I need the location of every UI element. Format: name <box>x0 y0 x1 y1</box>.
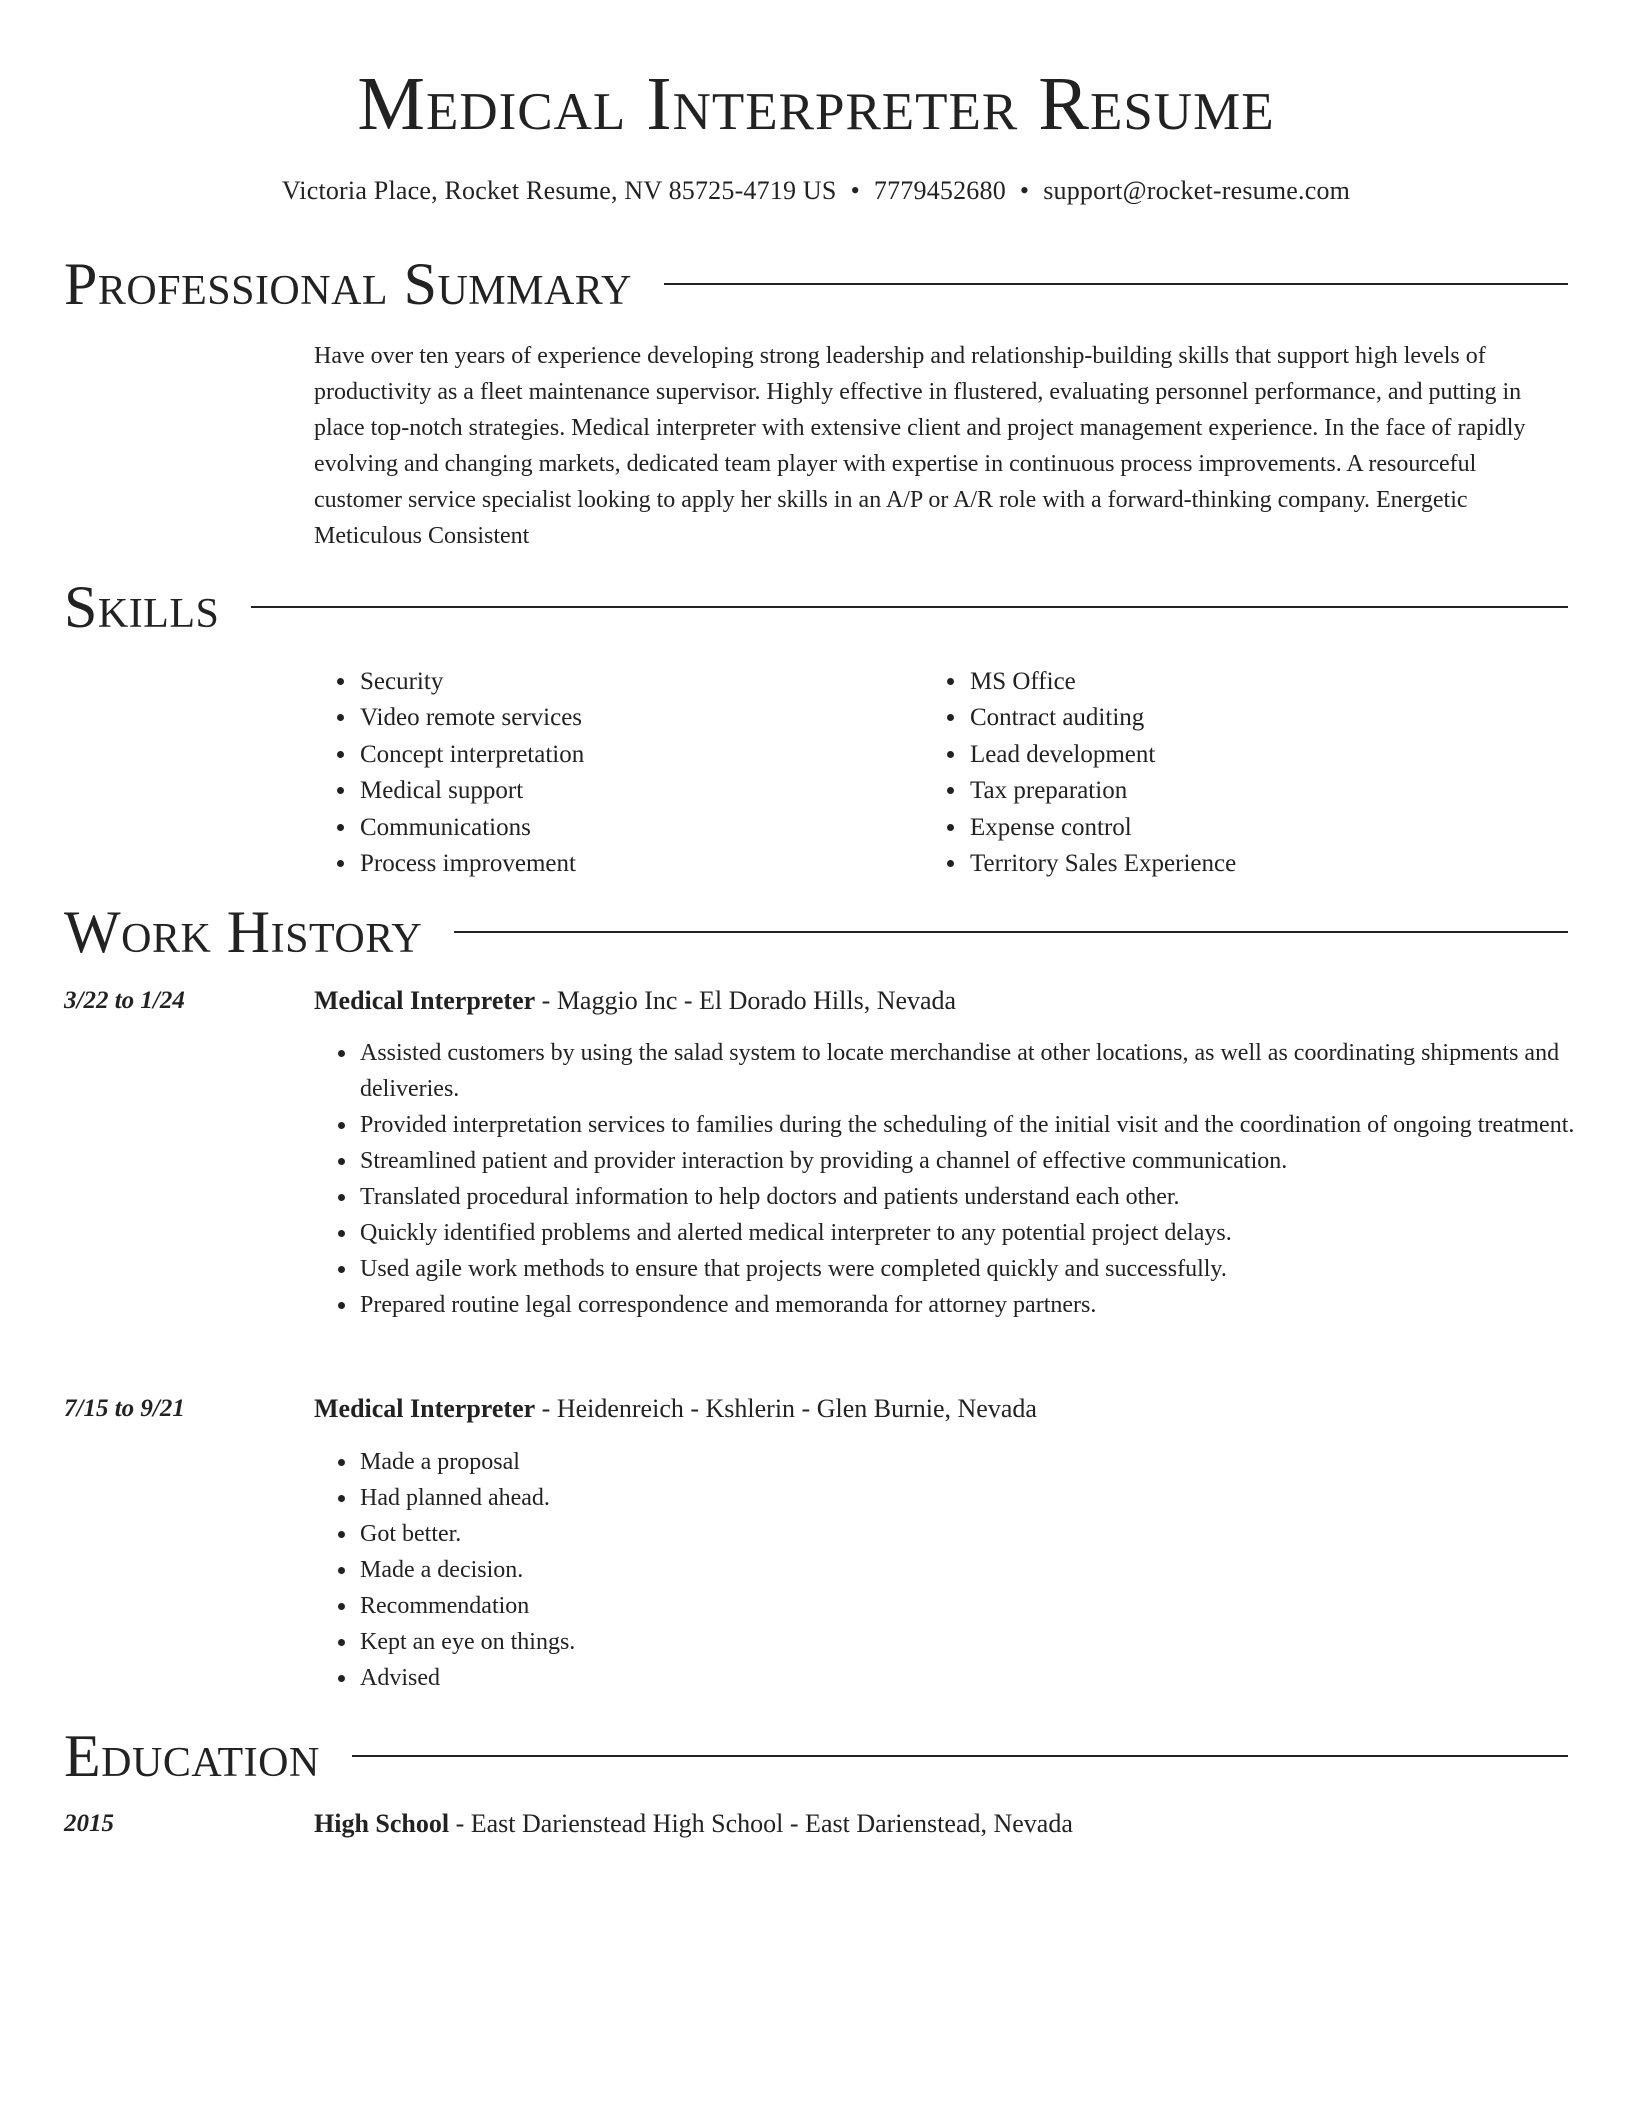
contact-email: support@rocket-resume.com <box>1043 176 1351 205</box>
summary-heading: Professional Summary <box>64 251 632 317</box>
education-section-header <box>64 1723 1568 1789</box>
summary-section-header <box>64 251 1568 317</box>
section-divider <box>251 606 1568 608</box>
summary-text: Have over ten years of experience developing strong leadership and relationship-building skills that support high levels of productivity as a fleet maintenance supervisor. Highly effective in flustered, evaluating personnel performance, and putting in place top-notch strategies. Medical interpreter with extensive client and project management experience. In the face of rapidly evolving and changing markets, dedicated team player with expertise in continuous process improvements. A resourceful customer service specialist looking to apply her skills in an A/P or A/R role with a forward-thinking company. Energetic Meticulous Consistent <box>314 343 1526 549</box>
skill-item: • Video remote services <box>358 700 938 736</box>
job-title-line <box>314 983 956 1019</box>
education-heading: Education <box>64 1723 320 1789</box>
job-bullet: • Had planned ahead. <box>358 1480 1612 1516</box>
contact-separator: • <box>850 176 860 205</box>
skill-item: • Medical support <box>358 773 938 809</box>
skill-item: • Contract auditing <box>968 700 1608 736</box>
job-role: Medical Interpreter <box>314 986 536 1015</box>
skill-item: • Expense control <box>968 810 1608 846</box>
job-title-line <box>314 1391 1037 1427</box>
skills-section-header <box>64 574 1568 640</box>
job-bullet: • Assisted customers by using the salad system to locate merchandise at other locations, as well as coordinating shipments and deliveries. <box>358 1035 1612 1107</box>
skill-item: • Concept interpretation <box>358 737 938 773</box>
skill-item: • MS Office <box>968 664 1608 700</box>
contact-line <box>0 174 1632 208</box>
education-line <box>314 1806 1073 1842</box>
skills-list-right <box>924 664 1608 882</box>
job-role: Medical Interpreter <box>314 1394 536 1423</box>
skill-item: • Tax preparation <box>968 773 1608 809</box>
job-bullet: • Translated procedural information to help doctors and patients understand each other. <box>358 1179 1612 1215</box>
contact-address: Victoria Place, Rocket Resume, NV 85725-4719 US <box>281 176 837 205</box>
job-bullet: • Prepared routine legal correspondence and memoranda for attorney partners. <box>358 1287 1612 1323</box>
job-bullets <box>314 1035 1612 1323</box>
job-bullet: • Made a decision. <box>358 1552 1612 1588</box>
work-section-header <box>64 899 1568 965</box>
skill-item: • Lead development <box>968 737 1608 773</box>
section-divider <box>454 931 1568 933</box>
skill-item: • Process improvement <box>358 846 938 882</box>
job-employer: - Maggio Inc - El Dorado Hills, Nevada <box>535 986 957 1015</box>
skill-item: • Security <box>358 664 938 700</box>
job-bullet: • Advised <box>358 1660 1612 1696</box>
work-heading: Work History <box>64 899 423 965</box>
job-dates: 7/15 to 9/21 <box>64 1395 185 1422</box>
job-bullet: • Used agile work methods to ensure that projects were completed quickly and successfully. <box>358 1251 1612 1287</box>
section-divider <box>352 1755 1568 1757</box>
job-bullet: • Recommendation <box>358 1588 1612 1624</box>
job-bullet: • Got better. <box>358 1516 1612 1552</box>
job-bullet: • Provided interpretation services to families during the scheduling of the initial visit and the coordination of ongoing treatment. <box>358 1107 1612 1143</box>
skills-heading: Skills <box>64 574 220 640</box>
education-year: 2015 <box>64 1810 114 1837</box>
contact-separator: • <box>1019 176 1030 205</box>
job-bullets <box>314 1444 1612 1696</box>
skills-list-left <box>314 664 938 882</box>
skill-item: • Communications <box>358 810 938 846</box>
education-degree: High School <box>314 1809 450 1838</box>
resume-title: Medical Interpreter Resume <box>357 62 1275 146</box>
job-bullet: • Streamlined patient and provider interaction by providing a channel of effective communication. <box>358 1143 1612 1179</box>
education-school: - East Darienstead High School - East Darienstead, Nevada <box>449 1809 1073 1838</box>
job-employer: - Heidenreich - Kshlerin - Glen Burnie, Nevada <box>535 1394 1037 1423</box>
skill-item: • Territory Sales Experience <box>968 846 1608 882</box>
section-divider <box>664 283 1568 285</box>
job-bullet: • Quickly identified problems and alerted medical interpreter to any potential project delays. <box>358 1215 1612 1251</box>
job-dates: 3/22 to 1/24 <box>64 987 185 1014</box>
job-bullet: • Kept an eye on things. <box>358 1624 1612 1660</box>
contact-phone: 7779452680 <box>873 176 1006 205</box>
job-bullet: • Made a proposal <box>358 1444 1612 1480</box>
